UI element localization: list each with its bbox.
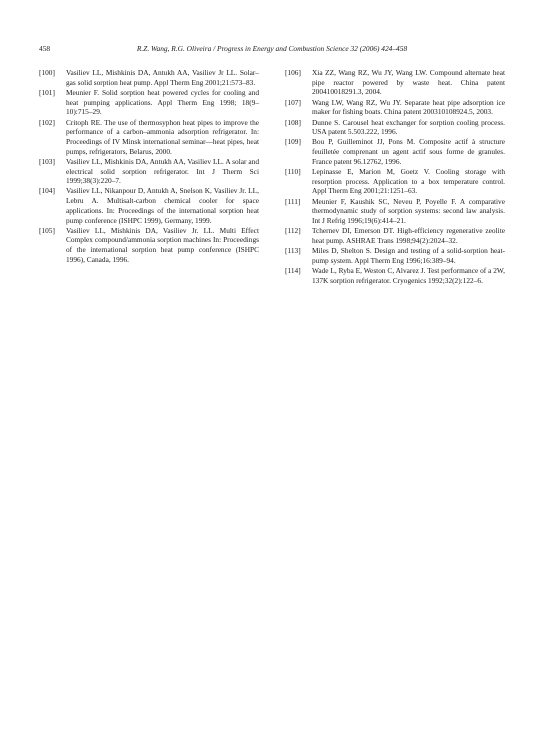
reference-text: Dunne S. Carousel heat exchanger for sorption cooling process. USA patent 5.503.222, 1996.: [312, 117, 505, 137]
reference-number: [100]: [39, 68, 55, 77]
reference-item: [39, 68, 259, 87]
reference-text: Tchernev DI, Emerson DT. High-efficiency regenerative zeolite heat pump. ASHRAE Trans 1998;94(2):2024–32.: [312, 226, 505, 245]
reference-number: [105]: [39, 225, 55, 235]
reference-text: Miles D, Shelton S. Design and testing of a solid-sorption heat-pump system. Appl Therm Eng 1996;16:389–94.: [312, 246, 505, 265]
reference-text: Bou P, Guilleminot JJ, Pons M. Composite actif à structure feuilletée comprenant un agent actif sous forme de granules. France patent 96.12762, 1996.: [312, 137, 505, 166]
reference-item: [285, 226, 505, 245]
reference-text: Meunier F. Solid sorption heat powered cycles for cooling and heat pumping applications. Appl Therm Eng 1998; 18(9–10):715–29.: [66, 87, 259, 117]
reference-text: Critoph RE. The use of thermosyphon heat pipes to improve the performance of a carbon–ammonia adsorption refrigerator. In: Proceedings of IV Minsk international seminar—heat pipes, heat pumps, refrigerators, Belarus, 2000.: [66, 117, 259, 156]
reference-item: [285, 246, 505, 265]
reference-text: Vasiliev LL, Nikanpour D, Antukh A, Snelson K, Vasiliev Jr. LL, Lebru A. Multisalt-carbon chemical cooler for space applications. In: Proceedings of the international sorption heat pump conference (ISHPC 1999), Germany, 1999.: [66, 186, 259, 225]
reference-number: [106]: [285, 68, 301, 77]
reference-text: Vasiliev LL, Mishkinis DA, Antukh AA, Vasiliev LL. A solar and electrical solid sorption refrigerator. Int J Therm Sci 1999;38(3):220–7.: [66, 156, 259, 186]
reference-text: Meunier F, Kaushik SC, Neveu P, Poyelle F. A comparative thermodynamic study of sorption systems: second law analysis. Int J Refrig 1996;19(6):414–21.: [312, 196, 505, 226]
reference-text: Vasiliev LL, Mishkinis DA, Vasiliev Jr. LL. Multi Effect Complex compound/ammonia sorption machines In: Proceedings of the international sorption heat pump conference (ISHPC 1996), Canada, 1996.: [66, 225, 259, 264]
reference-number: [108]: [285, 117, 301, 127]
reference-item: [39, 157, 259, 186]
reference-item: [285, 137, 505, 166]
reference-item: [285, 167, 505, 196]
reference-number: [110]: [285, 167, 301, 177]
reference-number: [113]: [285, 246, 301, 256]
reference-text: Vasiliev LL, Mishkinis DA, Antukh AA, Vasiliev Jr LL. Solar–gas solid sorption heat pump. Appl Therm Eng 2001;21:573–83.: [66, 68, 259, 87]
reference-number: [114]: [285, 266, 301, 276]
reference-text: Wade L, Ryba E, Weston C, Alvarez J. Test performance of a 2W, 137K sorption refrigerator. Cryogenics 1992;32(2):122–6.: [312, 266, 505, 285]
reference-number: [107]: [285, 97, 301, 107]
reference-text: Xia ZZ, Wang RZ, Wu JY, Wang LW. Compound alternate heat pipe reactor powered by waste heat. China patent 200410018291.3, 2004.: [312, 68, 505, 97]
reference-item: [39, 186, 259, 225]
reference-number: [112]: [285, 226, 301, 236]
reference-item: [285, 118, 505, 137]
reference-number: [104]: [39, 186, 55, 196]
reference-item: [285, 197, 505, 226]
reference-number: [102]: [39, 117, 55, 127]
reference-number: [103]: [39, 156, 55, 166]
reference-item: [39, 118, 259, 157]
reference-text: Lepinasse E, Marion M, Goetz V. Cooling storage with resorption process. Application to a box temperature control. Appl Therm Eng 2001;21:1251–63.: [312, 167, 505, 196]
running-head: R.Z. Wang, R.G. Oliveira / Progress in Energy and Combustion Science 32 (2006) 424–458: [136, 44, 408, 53]
references-right-column: [285, 68, 505, 286]
reference-item: [39, 226, 259, 265]
reference-item: [285, 98, 505, 117]
reference-item: [285, 68, 505, 97]
reference-text: Wang LW, Wang RZ, Wu JY. Separate heat pipe adsorption ice maker for fishing boats. China patent 200310108924.5, 2003.: [312, 97, 505, 117]
reference-number: [101]: [39, 87, 55, 97]
page-number: 458: [39, 44, 51, 53]
page-header: [39, 43, 505, 55]
references-left-column: [39, 68, 259, 265]
reference-item: [39, 88, 259, 117]
reference-item: [285, 266, 505, 285]
reference-number: [109]: [285, 137, 301, 147]
reference-number: [111]: [285, 196, 301, 206]
